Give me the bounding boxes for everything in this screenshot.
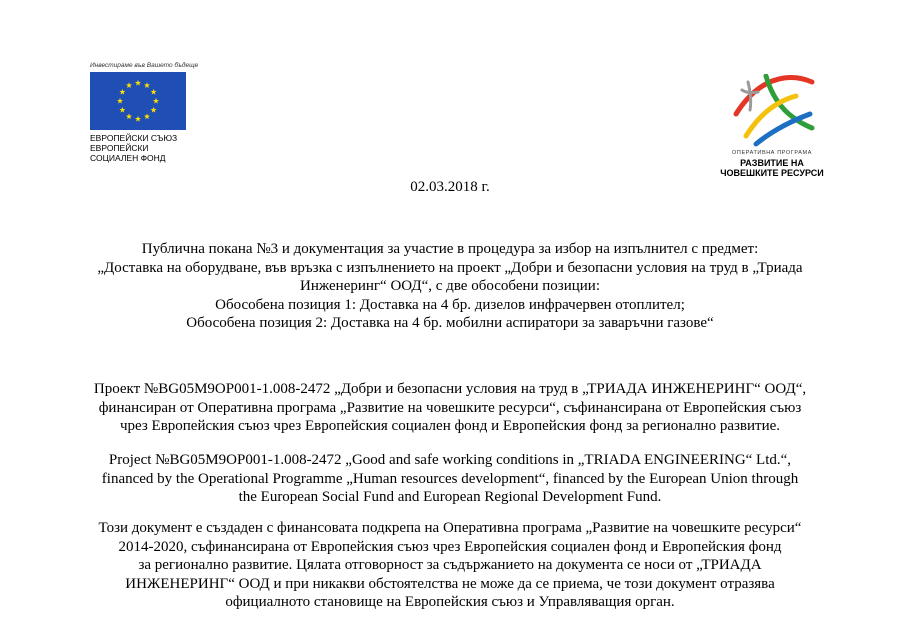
disclaimer-line: за регионално развитие. Цялата отговорност за съдържанието на документа се носи от „ТРИАДА [138, 557, 762, 573]
document-date: 02.03.2018 г. [410, 179, 490, 195]
eu-logo-line: СОЦИАЛЕН ФОНД [90, 153, 166, 163]
op-stroke-green [766, 76, 812, 128]
op-stroke-blue [756, 114, 810, 144]
eu-tagline: Инвестираме във Вашето бъдеще [90, 62, 199, 69]
invitation-line: Инженеринг“ ООД“, с две обособени позиции: [299, 278, 601, 294]
op-logo-mark-icon [726, 74, 816, 148]
project-bg-block [40, 380, 860, 436]
project-bg-line: финансиран от Оперативна програма „Развитие на човешките ресурси“, съфинансирана от Европейския съюз [98, 399, 802, 416]
invitation-block [40, 240, 860, 333]
eu-esf-logo [84, 62, 204, 163]
invitation-line: „Доставка на оборудване, във връзка с изпълнението на проект „Добри и безопасни условия на труд в „Триада [97, 259, 803, 276]
invitation-line: Обособена позиция 2: Доставка на 4 бр. мобилни аспиратори за заваръчни газове“ [186, 315, 714, 331]
project-en-block [40, 451, 860, 507]
op-title [700, 158, 844, 178]
disclaimer-line: официалното становище на Европейския съюз и Управляващия орган. [225, 594, 675, 610]
project-en-line: financed by the Operational Programme „Human resources development“, financed by the European Union through [101, 470, 799, 487]
eu-logo-line: ЕВРОПЕЙСКИ [90, 143, 149, 153]
project-bg-line: Проект №BG05M9OP001-1.008-2472 „Добри и безопасни условия на труд в „ТРИАДА ИНЖЕНЕРИНГ“ ООД“, [93, 381, 807, 397]
disclaimer-line: ИНЖЕНЕРИНГ“ ООД и при никакви обстоятелства не може да се приема, че този документ отразява [125, 575, 775, 592]
disclaimer-line: Този документ е създаден с финансовата подкрепа на Оперативна програма „Развитие на човешките ресурси“ [98, 520, 802, 536]
invitation-line: Публична покана №3 и документация за участие в процедура за избор на изпълнител с предмет: [141, 241, 759, 257]
op-title-line: РАЗВИТИЕ НА [740, 158, 804, 168]
eu-flag-icon [90, 72, 186, 130]
eu-logo-text [90, 133, 204, 163]
op-hrd-logo [700, 74, 840, 184]
disclaimer-line: 2014-2020, съфинансирана от Европейския съюз чрез Европейския социален фонд и Европейския фонд [118, 538, 782, 555]
op-title-line: ЧОВЕШКИТЕ РЕСУРСИ [720, 168, 824, 178]
eu-logo-line: ЕВРОПЕЙСКИ СЪЮЗ [90, 133, 178, 143]
op-small-text: ОПЕРАТИВНА ПРОГРАМА [732, 150, 812, 156]
project-en-line: Project №BG05M9OP001-1.008-2472 „Good and safe working conditions in „TRIADA ENGINEERING“ Ltd.“, [108, 452, 792, 468]
project-bg-line: чрез Европейския съюз чрез Европейския социален фонд и Европейския фонд за регионално развитие. [119, 418, 781, 434]
disclaimer-block [40, 519, 860, 612]
invitation-line: Обособена позиция 1: Доставка на 4 бр. дизелов инфрачервен отоплител; [215, 296, 685, 313]
project-en-line: the European Social Fund and European Regional Development Fund. [238, 489, 662, 505]
